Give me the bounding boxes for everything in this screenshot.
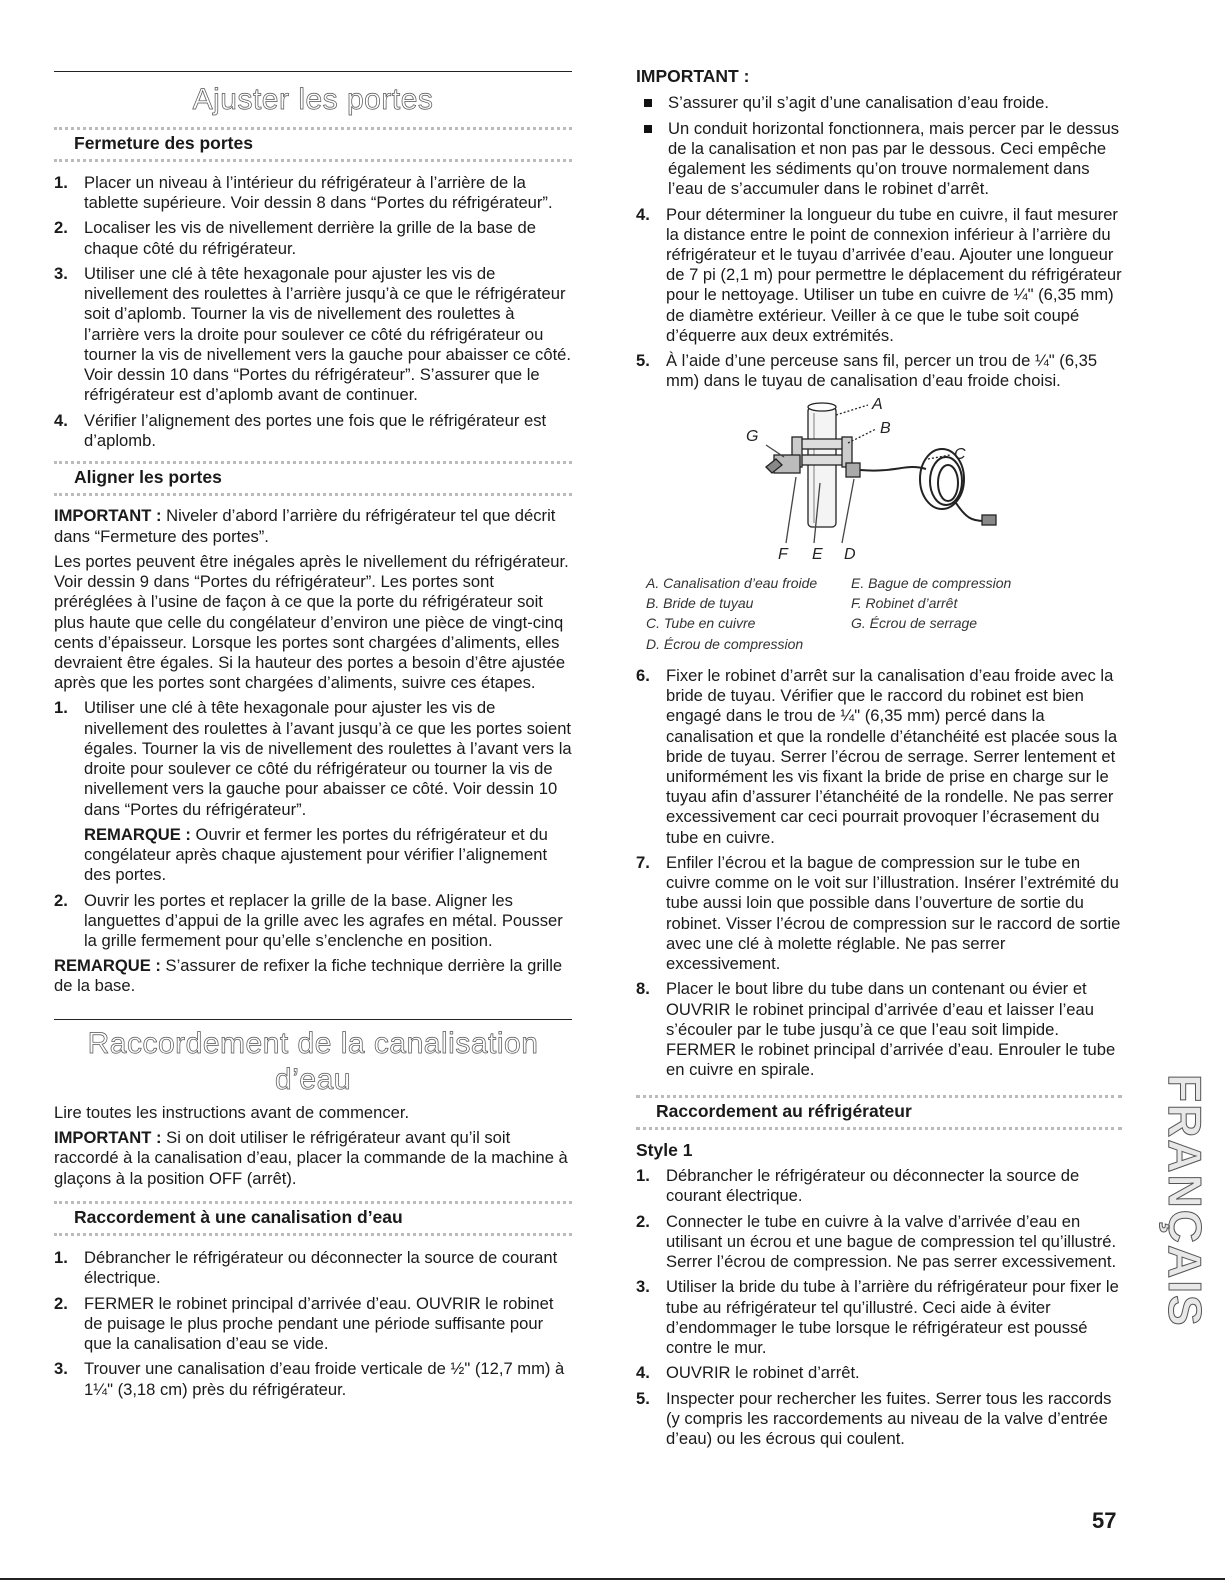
language-side-tab — [1153, 1070, 1211, 1340]
subhead-aligner: Aligner les portes — [54, 461, 572, 496]
francais-vertical-label — [1153, 1070, 1211, 1340]
list-item: 4. Pour déterminer la longueur du tube en cuivre, il faut mesurer la distance entre le point de connexion inférieur à l’arrière du réfrigérateur et le tuyau d’arrivée d’eau. Ajouter une longueur de 7 pi (2,1 m) pour permettre le déplacement du réfrigérateur pour le nettoyage. Utiliser un tube en cuivre de ¼" (6,35 mm) de diamètre extérieur. Veiller à ce que le tube soit coupé d’équerre aux deux extrémités. — [636, 204, 1122, 345]
legend-item — [851, 634, 1071, 654]
list-item: 3. Trouver une canalisation d’eau froide verticale de ½" (12,7 mm) à 1¼" (3,18 cm) près du réfrigérateur. — [54, 1359, 565, 1399]
label-f: F — [778, 545, 788, 563]
section-title-raccordement: Raccordement de la canalisation d’eau — [87, 1026, 539, 1097]
list-item: Un conduit horizontal fonctionnera, mais percer par le dessus de la canalisation et non pas par le dessous. Ceci empêche également les sédiments qu’on trouve normalement dans l’eau de s’accumuler dans le robinet d’arrêt. — [636, 119, 1122, 200]
raccord-important: IMPORTANT : Si on doit utiliser le réfrigérateur avant qu’il soit raccordé à la canalisation d’eau, placer la commande de la machine à glaçons à la position OFF (arrêt). — [54, 1128, 568, 1188]
svg-text:FRANÇAIS: FRANÇAIS — [1159, 1074, 1211, 1328]
label-b: B — [880, 419, 891, 437]
right-column — [636, 0, 1122, 1454]
important-bullets — [636, 93, 1122, 199]
list-item: 4. OUVRIR le robinet d’arrêt. — [636, 1363, 860, 1383]
legend-item: E. Bague de compression — [851, 574, 1012, 591]
steps-6-8 — [636, 666, 1122, 1081]
list-item: 3. Utiliser la bride du tube à l’arrière du réfrigérateur pour fixer le tube au réfrigérateur tel qu’illustré. Ceci aide à éviter d’endommager le tube lorsque le réfrigérateur est poussé contre le mur. — [636, 1277, 1119, 1358]
remarque-note-2: REMARQUE : S’assurer de refixer la fiche technique derrière la grille de la base. — [54, 956, 563, 996]
label-e: E — [812, 545, 823, 563]
style-label: Style 1 — [636, 1139, 693, 1160]
list-item: 3. Utiliser une clé à tête hexagonale pour ajuster les vis de nivellement des roulettes à l’arrière jusqu’à ce que le réfrigérateur soit d’aplomb. Tourner la vis de nivellement des roulettes à l’arrière vers la droite pour soulever ce côté du réfrigérateur ou tourner la vis de nivellement vers la gauche pour abaisser ce côté. Voir dessin 10 dans “Portes du réfrigérateur”. S’assurer que le réfrigérateur est d’aplomb avant de continuer. — [54, 263, 572, 405]
style-steps — [636, 1166, 1122, 1449]
bottom-rule — [0, 1578, 1225, 1580]
list-item: 7. Enfiler l’écrou et la bague de compression sur le tube en cuivre comme on le voit sur l’illustration. Insérer l’extrémité du tube aussi loin que possible dans l’ouverture de sortie du robinet. Visser l’écrou de compression sur le raccord de sortie avec une clé à molette réglable. Ne pas serrer excessivement. — [636, 852, 1121, 974]
list-item: 2. Connecter le tube en cuivre à la valve d’arrivée d’eau en utilisant un écrou et une bague de compression tel qu’illustré. Serrer l’écrou de compression. Ne pas serrer excessivement. — [636, 1211, 1117, 1272]
aligner-steps — [54, 698, 572, 951]
subhead-fermeture: Fermeture des portes — [54, 127, 572, 162]
list-item: 1. Placer un niveau à l’intérieur du réfrigérateur à l’arrière de la tablette supérieure. Voir dessin 8 dans “Portes du réfrigérateur”. — [54, 172, 553, 213]
list-item: 4. Vérifier l’alignement des portes une fois que le réfrigérateur est d’aplomb. — [54, 410, 547, 450]
fermeture-steps — [54, 173, 572, 451]
legend-item: A. Canalisation d’eau froide — [646, 574, 818, 591]
raccord-steps — [54, 1248, 572, 1400]
section-divider — [54, 71, 572, 72]
list-item: 6. Fixer le robinet d’arrêt sur la canalisation d’eau froide avec la bride de tuyau. Vérifier que le raccord du robinet est bien engagé dans le trou de ¼" (6,35 mm) percé dans la canalisation et que la rondelle d’étanchéité est placée sous la bride de tuyau. Serrer l’écrou de serrage. Serrer lentement et uniformément les vis fixant la bride de prise en charge sur le tuyau afin d’assurer l’étanchéité de la rondelle. Ne pas serrer excessivement car ceci pourrait provoquer l’écrasement du tube en cuivre. — [636, 665, 1118, 847]
section-title-ajuster: Ajuster les portes — [192, 83, 434, 116]
figure-legend — [646, 573, 1122, 654]
legend-item: G. Écrou de serrage — [851, 615, 978, 632]
list-item: S’assurer qu’il s’agit d’une canalisation d’eau froide. — [636, 93, 1122, 113]
label-d: D — [844, 545, 856, 563]
list-item: 1. Débrancher le réfrigérateur ou déconnecter la source de courant électrique. — [636, 1166, 1080, 1206]
subhead-raccordement-refrigerateur: Raccordement au réfrigérateur — [636, 1095, 1122, 1130]
page-number: 57 — [1092, 1508, 1117, 1533]
legend-item: C. Tube en cuivre — [646, 615, 756, 632]
legend-item: F. Robinet d’arrêt — [851, 594, 958, 611]
label-a: A — [872, 395, 883, 413]
left-column — [54, 0, 572, 1405]
list-item: 1. Utiliser une clé à tête hexagonale pour ajuster les vis de nivellement des roulettes à l’avant jusqu’à ce que les portes soient égales. Tourner la vis de nivellement des roulettes à l’avant vers la droite pour soulever ce côté du réfrigérateur ou tourner la vis de nivellement vers la gauche pour abaisser ce côté. Voir dessin 10 dans “Portes du réfrigérateur”. REMARQUE : Ouvrir et fermer les portes du réfrigérateur et du congélateur après chaque ajustement pour vérifier l’alignement des portes. — [54, 698, 572, 885]
label-c: C — [954, 445, 966, 463]
bullet-icon — [644, 99, 652, 107]
list-item: 5. À l’aide d’une perceuse sans fil, percer un trou de ¼" (6,35 mm) dans le tuyau de canalisation d’eau froide choisi. — [636, 351, 1098, 391]
bullet-icon — [644, 125, 652, 133]
list-item: 2. FERMER le robinet principal d’arrivée d’eau. OUVRIR le robinet de puisage le plus proche pendant une période suffisante pour que la canalisation d’eau se vide. — [54, 1293, 554, 1354]
valve-illustration — [636, 393, 1122, 573]
steps-4-5 — [636, 205, 1122, 392]
list-item: 2. Localiser les vis de nivellement derrière la grille de la base de chaque côté du réfrigérateur. — [54, 218, 536, 258]
aligner-important: IMPORTANT : Niveler d’abord l’arrière du réfrigérateur tel que décrit dans “Fermeture des portes”. — [54, 506, 556, 546]
label-g: G — [746, 427, 759, 445]
subhead-raccordement-canalisation: Raccordement à une canalisation d’eau — [54, 1201, 572, 1236]
legend-item: B. Bride de tuyau — [646, 594, 754, 611]
list-item: 1. Débrancher le réfrigérateur ou déconnecter la source de courant électrique. — [54, 1248, 558, 1288]
list-item: 5. Inspecter pour rechercher les fuites. Serrer tous les raccords (y compris les raccordements au niveau de la valve d’entrée d’eau) ou les écrous qui coulent. — [636, 1388, 1112, 1448]
legend-item: D. Écrou de compression — [646, 635, 804, 652]
intro-text: Lire toutes les instructions avant de commencer. — [54, 1102, 410, 1122]
section-divider — [54, 1019, 572, 1020]
aligner-paragraph: Les portes peuvent être inégales après le nivellement du réfrigérateur. Voir dessin 9 dans “Portes du réfrigérateur”. Les portes sont préréglées à l’usine de façon à ce que la porte du réfrigérateur soit plus haute que celle du congélateur d’environ une pièce de vingt-cinq cents d’épaisseur. Lorsque les portes sont chargées d’aliments, elles devraient être égales. Si la hauteur des portes a besoin d’être ajustée après que les portes sont chargées d’aliments, suivre ces étapes. — [54, 551, 569, 693]
remarque-note: REMARQUE : Ouvrir et fermer les portes du réfrigérateur et du congélateur après chaque ajustement pour vérifier l’alignement des portes. — [84, 824, 548, 885]
shutoff-valve-diagram — [636, 393, 1122, 573]
list-item: 2. Ouvrir les portes et replacer la grille de la base. Aligner les languettes d’appui de la grille avec les agrafes en métal. Pousser la grille fermement pour qu’elle s’enclenche en position. — [54, 890, 563, 951]
list-item: 8. Placer le bout libre du tube dans un contenant ou évier et OUVRIR le robinet principal d’arrivée d’eau et laisser l’eau s’écouler par le tube jusqu’à ce que l’eau soit limpide. FERMER le robinet principal d’arrivée d’eau. Enrouler le tube en cuivre en spirale. — [636, 979, 1116, 1080]
important-heading: IMPORTANT : — [636, 66, 750, 86]
